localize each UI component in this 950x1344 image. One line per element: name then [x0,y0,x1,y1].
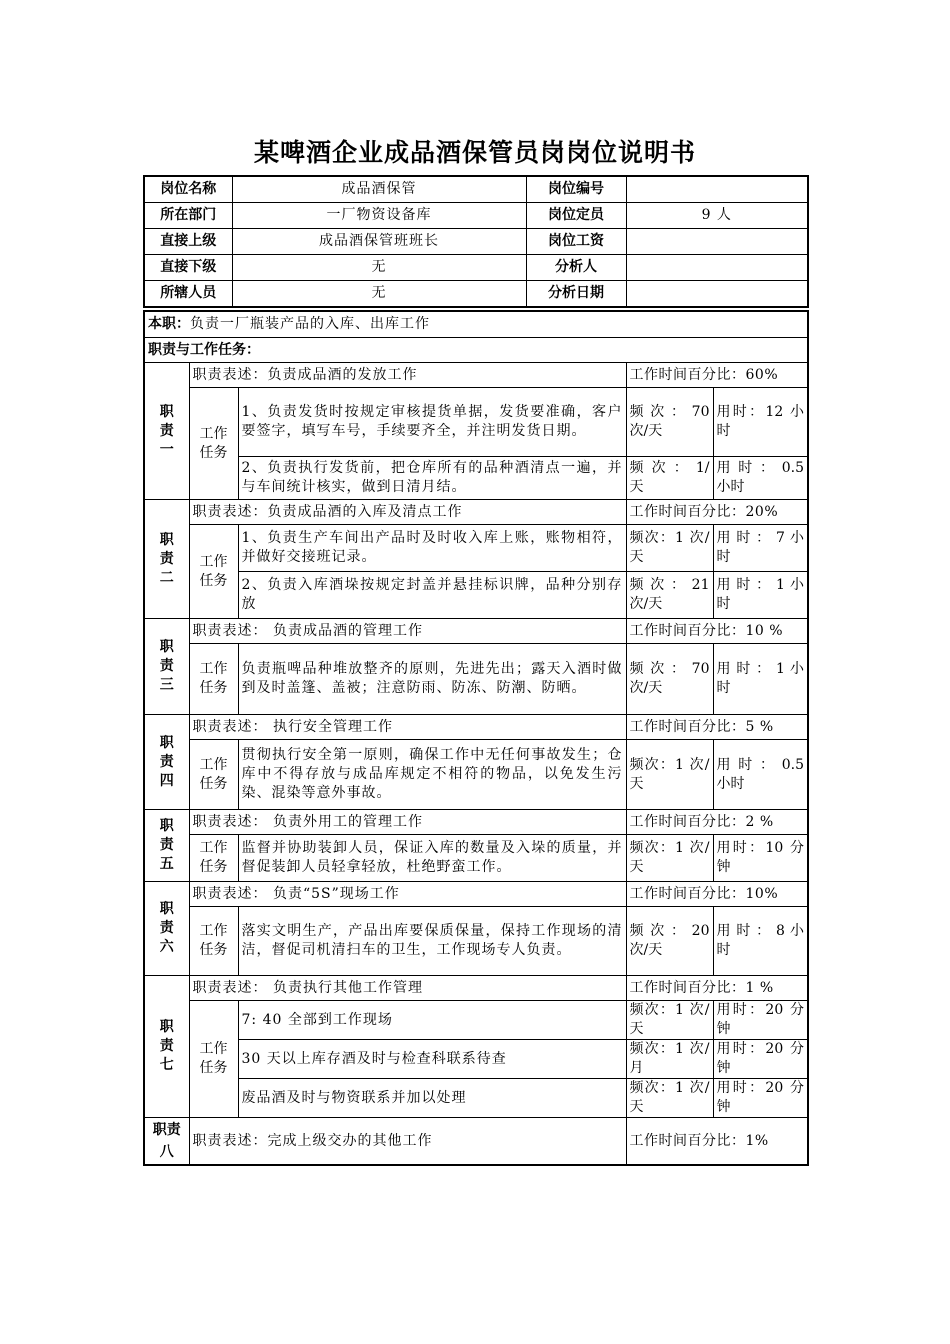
task-row [144,1001,808,1040]
task-frequency: 频 次 ： 70次/天 [626,388,713,457]
duty-name [144,363,189,500]
task-text: 7: 40 全部到工作现场 [238,1001,626,1040]
task-frequency: 频次：1 次/天 [626,525,713,572]
task-duration: 用 时 ： 1 小时 [713,644,808,715]
task-label-text: 工作任务 [199,756,228,792]
task-frequency: 频 次 ： 21次/天 [626,572,713,619]
field-label: 所在部门 [144,203,232,229]
field-value [626,176,808,203]
time-percentage: 工作时间百分比：1 % [626,976,808,1001]
info-row [144,176,808,203]
duty-name-text: 职责六 [159,901,174,955]
field-label: 分析日期 [526,281,626,308]
task-duration: 用时：20 分钟 [713,1001,808,1040]
task-row [144,525,808,572]
duty-desc-row [144,363,808,388]
task-row [144,835,808,882]
task-duration: 用 时 ： 0.5小时 [713,740,808,810]
duty-name [144,976,189,1118]
task-frequency: 频 次 ： 70次/天 [626,644,713,715]
task-duration: 用时：20 分钟 [713,1040,808,1079]
duty-name-text: 职责七 [159,1019,174,1073]
field-label: 岗位定员 [526,203,626,229]
main-duty [144,311,808,338]
task-label-text: 工作任务 [199,553,228,589]
task-label [189,1001,238,1118]
task-label [189,388,238,500]
field-label: 直接上级 [144,229,232,255]
field-label: 直接下级 [144,255,232,281]
task-frequency: 频次：1 次/天 [626,835,713,882]
duty-desc-row [144,810,808,835]
task-row [144,1079,808,1118]
main-duty-text: 负责一厂瓶装产品的入库、出库工作 [190,316,430,332]
duty-description: 职责表述： 负责外用工的管理工作 [189,810,626,835]
duty-desc-row [144,976,808,1001]
task-duration: 用 时 ： 7 小时 [713,525,808,572]
task-text: 负责瓶啤品种堆放整齐的原则，先进先出；露天入酒时做到及时盖篷、盖被；注意防雨、防冻、防潮、防晒。 [238,644,626,715]
duty-name [144,500,189,619]
duty-description: 职责表述：负责成品酒的入库及清点工作 [189,500,626,525]
duties-table [143,310,809,1166]
task-label-text: 工作任务 [199,923,228,958]
duty-desc-row [144,1118,808,1166]
task-label [189,525,238,619]
duty-desc-row [144,619,808,644]
time-percentage: 工作时间百分比：1% [626,1118,808,1166]
duty-description: 职责表述：负责成品酒的发放工作 [189,363,626,388]
duty-description: 职责表述： 负责执行其他工作管理 [189,976,626,1001]
field-value [626,255,808,281]
duty-desc-row [144,715,808,740]
task-duration: 用 时 ： 1 小时 [713,572,808,619]
task-row [144,572,808,619]
task-duration: 用时：20 分钟 [713,1079,808,1118]
duty-name [144,619,189,715]
task-label-text: 工作任务 [199,840,228,875]
duty-description: 职责表述： 负责成品酒的管理工作 [189,619,626,644]
position-info-table [143,175,809,308]
task-duration: 用 时 ： 8 小时 [713,907,808,976]
task-text: 1、负责发货时按规定审核提货单据，发货要准确，客户要签字，填写车号，手续要齐全，并注明发货日期。 [238,388,626,457]
task-label [189,740,238,810]
field-value: 一厂物资设备库 [232,203,526,229]
task-text: 30 天以上库存酒及时与检查科联系待查 [238,1040,626,1079]
field-label: 岗位工资 [526,229,626,255]
field-value: 9 人 [626,203,808,229]
task-label [189,835,238,882]
field-value: 成品酒保管 [232,176,526,203]
task-row [144,457,808,500]
task-frequency: 频 次 ： 20次/天 [626,907,713,976]
task-text: 2、负责入库酒垛按规定封盖并悬挂标识牌，品种分别存放 [238,572,626,619]
task-label [189,907,238,976]
duties-header: 职责与工作任务： [144,338,808,363]
time-percentage: 工作时间百分比：20% [626,500,808,525]
task-label [189,644,238,715]
info-row [144,203,808,229]
field-label: 岗位名称 [144,176,232,203]
task-frequency: 频 次 ： 1/天 [626,457,713,500]
duty-name-text: 职责三 [159,639,174,693]
task-frequency: 频次：1 次/天 [626,740,713,810]
info-row [144,229,808,255]
duty-name [144,1118,189,1166]
task-row [144,388,808,457]
task-row [144,1040,808,1079]
info-row [144,255,808,281]
field-label: 分析人 [526,255,626,281]
task-row [144,740,808,810]
field-value: 无 [232,281,526,308]
duty-name [144,882,189,976]
task-text: 1、负责生产车间出产品时及时收入库上账，账物相符，并做好交接班记录。 [238,525,626,572]
duty-name-text: 职责四 [159,734,174,789]
task-label-text: 工作任务 [199,1041,228,1076]
duty-name-text: 职责八 [152,1122,181,1160]
time-percentage: 工作时间百分比：10 % [626,619,808,644]
task-row [144,907,808,976]
duty-name [144,715,189,810]
duty-description: 职责表述： 执行安全管理工作 [189,715,626,740]
task-text: 2、负责执行发货前，把仓库所有的品种酒清点一遍，并与车间统计核实，做到日清月结。 [238,457,626,500]
task-frequency: 频次：1 次/天 [626,1001,713,1040]
field-value: 成品酒保管班班长 [232,229,526,255]
task-label-text: 工作任务 [199,661,228,696]
time-percentage: 工作时间百分比：60% [626,363,808,388]
field-value [626,281,808,308]
task-frequency: 频次：1 次/月 [626,1040,713,1079]
task-duration: 用 时 ： 0.5小时 [713,457,808,500]
task-text: 贯彻执行安全第一原则，确保工作中无任何事故发生；仓库中不得存放与成品库规定不相符的物品，以免发生污染、混染等意外事故。 [238,740,626,810]
duty-name-text: 职责一 [159,403,174,458]
field-label: 岗位编号 [526,176,626,203]
task-text: 废品酒及时与物资联系并加以处理 [238,1079,626,1118]
field-label: 所辖人员 [144,281,232,308]
field-value: 无 [232,255,526,281]
main-duty-label: 本职： [148,316,190,332]
task-text: 落实文明生产，产品出库要保质保量，保持工作现场的清洁，督促司机清扫车的卫生，工作现场专人负责。 [238,907,626,976]
field-value [626,229,808,255]
duty-name [144,810,189,882]
page-title: 某啤酒企业成品酒保管员岗岗位说明书 [253,138,696,167]
duty-name-text: 职责二 [159,531,174,586]
task-duration: 用时：10 分钟 [713,835,808,882]
info-row [144,281,808,308]
duty-desc-row [144,500,808,525]
duty-name-text: 职责五 [159,818,174,872]
time-percentage: 工作时间百分比：5 % [626,715,808,740]
time-percentage: 工作时间百分比：2 % [626,810,808,835]
task-row [144,644,808,715]
time-percentage: 工作时间百分比：10% [626,882,808,907]
task-label-text: 工作任务 [199,425,228,461]
duty-description: 职责表述： 负责“5S”现场工作 [189,882,626,907]
task-frequency: 频次：1 次/天 [626,1079,713,1118]
duty-description: 职责表述：完成上级交办的其他工作 [189,1118,626,1166]
task-text: 监督并协助装卸人员，保证入库的数量及入垛的质量，并督促装卸人员轻拿轻放，杜绝野蛮工作。 [238,835,626,882]
task-duration: 用时：12 小时 [713,388,808,457]
duty-desc-row [144,882,808,907]
